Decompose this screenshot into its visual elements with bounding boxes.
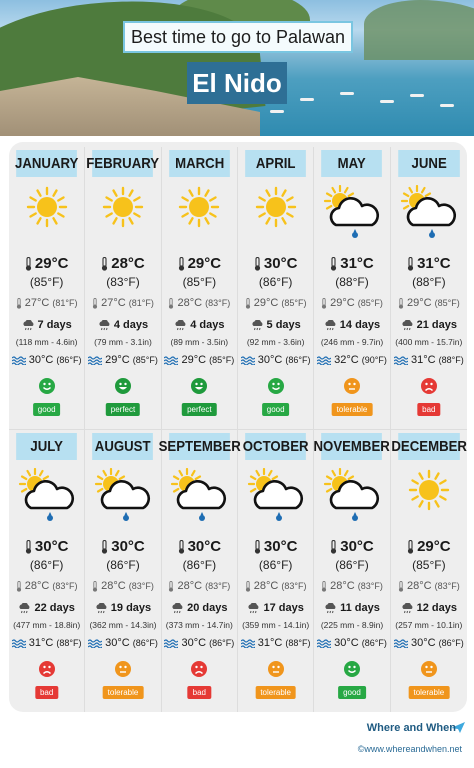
page-title: El Nido bbox=[187, 62, 287, 104]
day-temperature: 31°C bbox=[391, 255, 467, 272]
thermometer-icon bbox=[16, 580, 25, 592]
waves-icon bbox=[241, 354, 258, 366]
tolerable-face-icon bbox=[344, 378, 360, 394]
good-face-icon bbox=[268, 378, 284, 394]
day-temperature: 29°C bbox=[9, 255, 84, 272]
thermometer-icon bbox=[92, 580, 101, 592]
rain-amount: (257 mm - 10.1in) bbox=[395, 620, 463, 630]
sun-icon bbox=[391, 468, 467, 524]
thermometer-icon bbox=[330, 255, 340, 272]
sea-temperature: 32°C (90°F) bbox=[314, 354, 389, 366]
sun-cloud-rain-icon bbox=[391, 185, 467, 241]
thermometer-icon bbox=[101, 538, 111, 555]
boat bbox=[300, 98, 314, 101]
rating-badge: tolerable bbox=[103, 686, 144, 699]
waves-icon bbox=[317, 354, 334, 366]
rain-days: 7 days bbox=[9, 319, 84, 331]
rain-amount: (477 mm - 18.8in) bbox=[13, 620, 81, 630]
sea-temperature: 29°C (85°F) bbox=[162, 354, 237, 366]
thermometer-icon bbox=[321, 297, 330, 309]
day-temperature: 30°C bbox=[238, 538, 313, 555]
sun-cloud-rain-icon bbox=[238, 468, 313, 524]
tolerable-face-icon bbox=[115, 661, 131, 677]
sun-icon bbox=[85, 185, 160, 241]
waves-icon bbox=[12, 354, 29, 366]
waves-icon bbox=[394, 354, 411, 366]
day-temperature: 28°C bbox=[85, 255, 160, 272]
month-name: JULY bbox=[16, 433, 77, 460]
night-temperature: 27°C (81°F) bbox=[9, 297, 84, 309]
sea-temperature: 30°C (86°F) bbox=[9, 354, 84, 366]
rain-cloud-icon bbox=[18, 602, 34, 614]
month-card bbox=[391, 430, 467, 712]
month-name: FEBRUARY bbox=[92, 150, 153, 177]
month-name: JANUARY bbox=[16, 150, 77, 177]
rain-amount: (400 mm - 15.7in) bbox=[395, 337, 463, 347]
night-temperature: 27°C (81°F) bbox=[85, 297, 160, 309]
boat bbox=[270, 110, 284, 113]
rating-badge: perfect bbox=[106, 403, 140, 416]
rating-badge: bad bbox=[35, 686, 58, 699]
day-temperature-f: (85°F) bbox=[182, 275, 217, 289]
rain-cloud-icon bbox=[251, 319, 267, 331]
month-card bbox=[85, 430, 161, 712]
month-card bbox=[162, 147, 238, 430]
month-name: SEPTEMBER bbox=[169, 433, 230, 460]
month-name: AUGUST bbox=[92, 433, 153, 460]
day-temperature: 29°C bbox=[391, 538, 467, 555]
sea-temperature: 30°C (86°F) bbox=[314, 637, 389, 649]
rating-badge: good bbox=[33, 403, 61, 416]
rating-badge: bad bbox=[417, 403, 440, 416]
waves-icon bbox=[317, 637, 334, 649]
rain-days: 5 days bbox=[238, 319, 313, 331]
day-temperature: 30°C bbox=[85, 538, 160, 555]
month-card bbox=[238, 430, 314, 712]
day-temperature-f: (86°F) bbox=[258, 558, 293, 572]
bad-face-icon bbox=[191, 661, 207, 677]
boat bbox=[440, 104, 454, 107]
rating-badge: tolerable bbox=[255, 686, 296, 699]
day-temperature: 29°C bbox=[162, 255, 237, 272]
month-grid bbox=[9, 147, 467, 712]
waves-icon bbox=[241, 637, 258, 649]
rain-cloud-icon bbox=[22, 319, 38, 331]
night-temperature: 28°C (83°F) bbox=[9, 580, 84, 592]
sea-temperature: 29°C (85°F) bbox=[85, 354, 160, 366]
night-temperature: 29°C (85°F) bbox=[314, 297, 389, 309]
rain-amount: (362 mm - 14.3in) bbox=[89, 620, 157, 630]
boat bbox=[380, 100, 394, 103]
sun-icon bbox=[238, 185, 313, 241]
sun-icon bbox=[162, 185, 237, 241]
day-temperature-f: (85°F) bbox=[29, 275, 64, 289]
rating-badge: good bbox=[338, 686, 366, 699]
thermometer-icon bbox=[92, 297, 101, 309]
waves-icon bbox=[88, 354, 105, 366]
rain-days: 22 days bbox=[9, 602, 84, 614]
night-temperature: 28°C (83°F) bbox=[391, 580, 467, 592]
sea-temperature: 30°C (86°F) bbox=[391, 637, 467, 649]
day-temperature: 30°C bbox=[9, 538, 84, 555]
waves-icon bbox=[88, 637, 105, 649]
good-face-icon bbox=[344, 661, 360, 677]
sea-temperature: 30°C (86°F) bbox=[162, 637, 237, 649]
month-card bbox=[238, 147, 314, 430]
rain-days: 11 days bbox=[314, 602, 389, 614]
sun-cloud-rain-icon bbox=[314, 468, 389, 524]
day-temperature: 30°C bbox=[162, 538, 237, 555]
night-temperature: 28°C (83°F) bbox=[314, 580, 389, 592]
night-temperature: 28°C (83°F) bbox=[85, 580, 160, 592]
subtitle-banner: Best time to go to Palawan bbox=[123, 21, 353, 53]
rain-days: 19 days bbox=[85, 602, 160, 614]
month-card bbox=[314, 430, 390, 712]
waves-icon bbox=[394, 637, 411, 649]
rain-amount: (118 mm - 4.6in) bbox=[15, 337, 78, 347]
rating-badge: good bbox=[262, 403, 290, 416]
day-temperature-f: (85°F) bbox=[412, 558, 446, 572]
thermometer-icon bbox=[101, 255, 111, 272]
rain-days: 20 days bbox=[162, 602, 237, 614]
source-url: ©www.whereandwhen.net bbox=[357, 744, 462, 754]
day-temperature-f: (86°F) bbox=[182, 558, 217, 572]
rain-cloud-icon bbox=[247, 602, 263, 614]
thermometer-icon bbox=[25, 538, 35, 555]
bad-face-icon bbox=[421, 378, 437, 394]
rain-days: 17 days bbox=[238, 602, 313, 614]
month-card bbox=[314, 147, 390, 430]
rain-amount: (246 mm - 9.7in) bbox=[320, 337, 384, 347]
month-name: JUNE bbox=[398, 150, 460, 177]
thermometer-icon bbox=[245, 580, 254, 592]
waves-icon bbox=[12, 637, 29, 649]
tolerable-face-icon bbox=[421, 661, 437, 677]
month-name: MAY bbox=[321, 150, 382, 177]
sea-temperature: 30°C (86°F) bbox=[85, 637, 160, 649]
rain-days: 4 days bbox=[162, 319, 237, 331]
thermometer-icon bbox=[25, 255, 35, 272]
rating-badge: tolerable bbox=[408, 686, 449, 699]
rain-amount: (89 mm - 3.5in) bbox=[170, 337, 229, 347]
day-temperature-f: (86°F) bbox=[258, 275, 293, 289]
month-name: MARCH bbox=[169, 150, 230, 177]
perfect-face-icon bbox=[115, 378, 131, 394]
rain-amount: (92 mm - 3.6in) bbox=[246, 337, 305, 347]
rain-cloud-icon bbox=[171, 602, 187, 614]
month-card bbox=[391, 147, 467, 430]
night-temperature: 28°C (83°F) bbox=[162, 297, 237, 309]
sea-temperature: 31°C (88°F) bbox=[238, 637, 313, 649]
thermometer-icon bbox=[178, 255, 188, 272]
sun-cloud-rain-icon bbox=[162, 468, 237, 524]
month-card bbox=[85, 147, 161, 430]
rain-cloud-icon bbox=[401, 319, 417, 331]
sea-temperature: 31°C (88°F) bbox=[9, 637, 84, 649]
night-temperature: 28°C (83°F) bbox=[238, 580, 313, 592]
night-temperature: 29°C (85°F) bbox=[238, 297, 313, 309]
thermometer-icon bbox=[398, 580, 407, 592]
month-name: OCTOBER bbox=[245, 433, 306, 460]
thermometer-icon bbox=[330, 538, 340, 555]
rain-cloud-icon bbox=[324, 319, 340, 331]
day-temperature-f: (86°F) bbox=[106, 558, 140, 572]
sea-temperature: 31°C (88°F) bbox=[391, 354, 467, 366]
night-temperature: 28°C (83°F) bbox=[162, 580, 237, 592]
day-temperature-f: (86°F) bbox=[335, 558, 369, 572]
day-temperature-f: (86°F) bbox=[29, 558, 64, 572]
month-name: APRIL bbox=[245, 150, 306, 177]
day-temperature-f: (88°F) bbox=[412, 275, 446, 289]
sea-temperature: 30°C (86°F) bbox=[238, 354, 313, 366]
thermometer-icon bbox=[178, 538, 188, 555]
month-name: DECEMBER bbox=[398, 433, 460, 460]
day-temperature-f: (88°F) bbox=[335, 275, 369, 289]
thermometer-icon bbox=[321, 580, 330, 592]
thermometer-icon bbox=[254, 538, 264, 555]
brand-logo: Where and When bbox=[366, 722, 456, 734]
rain-cloud-icon bbox=[98, 319, 114, 331]
boat bbox=[410, 94, 424, 97]
bad-face-icon bbox=[39, 661, 55, 677]
rain-days: 21 days bbox=[391, 319, 467, 331]
night-temperature: 29°C (85°F) bbox=[391, 297, 467, 309]
rain-days: 14 days bbox=[314, 319, 389, 331]
rain-amount: (225 mm - 8.9in) bbox=[320, 620, 384, 630]
day-temperature: 30°C bbox=[314, 538, 389, 555]
rating-badge: tolerable bbox=[332, 403, 373, 416]
rain-cloud-icon bbox=[95, 602, 111, 614]
thermometer-icon bbox=[398, 297, 407, 309]
day-temperature-f: (83°F) bbox=[106, 275, 140, 289]
rain-amount: (79 mm - 3.1in) bbox=[94, 337, 152, 347]
sun-cloud-rain-icon bbox=[85, 468, 160, 524]
sun-icon bbox=[9, 185, 84, 241]
rain-cloud-icon bbox=[174, 319, 190, 331]
rain-days: 4 days bbox=[85, 319, 160, 331]
sun-cloud-rain-icon bbox=[314, 185, 389, 241]
thermometer-icon bbox=[254, 255, 264, 272]
waves-icon bbox=[164, 637, 181, 649]
month-card bbox=[9, 147, 85, 430]
rating-badge: perfect bbox=[182, 403, 216, 416]
rain-amount: (373 mm - 14.7in) bbox=[165, 620, 233, 630]
boat bbox=[340, 92, 354, 95]
rain-cloud-icon bbox=[324, 602, 340, 614]
perfect-face-icon bbox=[191, 378, 207, 394]
day-temperature: 31°C bbox=[314, 255, 389, 272]
waves-icon bbox=[164, 354, 181, 366]
thermometer-icon bbox=[16, 297, 25, 309]
good-face-icon bbox=[39, 378, 55, 394]
sun-cloud-rain-icon bbox=[9, 468, 84, 524]
month-card bbox=[9, 430, 85, 712]
tolerable-face-icon bbox=[268, 661, 284, 677]
rain-days: 12 days bbox=[391, 602, 467, 614]
thermometer-icon bbox=[407, 538, 417, 555]
thermometer-icon bbox=[407, 255, 417, 272]
thermometer-icon bbox=[245, 297, 254, 309]
rain-amount: (359 mm - 14.1in) bbox=[242, 620, 310, 630]
rain-cloud-icon bbox=[401, 602, 417, 614]
day-temperature: 30°C bbox=[238, 255, 313, 272]
rating-badge: bad bbox=[188, 686, 211, 699]
hill bbox=[364, 0, 474, 60]
month-card bbox=[158, 430, 241, 712]
month-name: NOVEMBER bbox=[321, 433, 382, 460]
